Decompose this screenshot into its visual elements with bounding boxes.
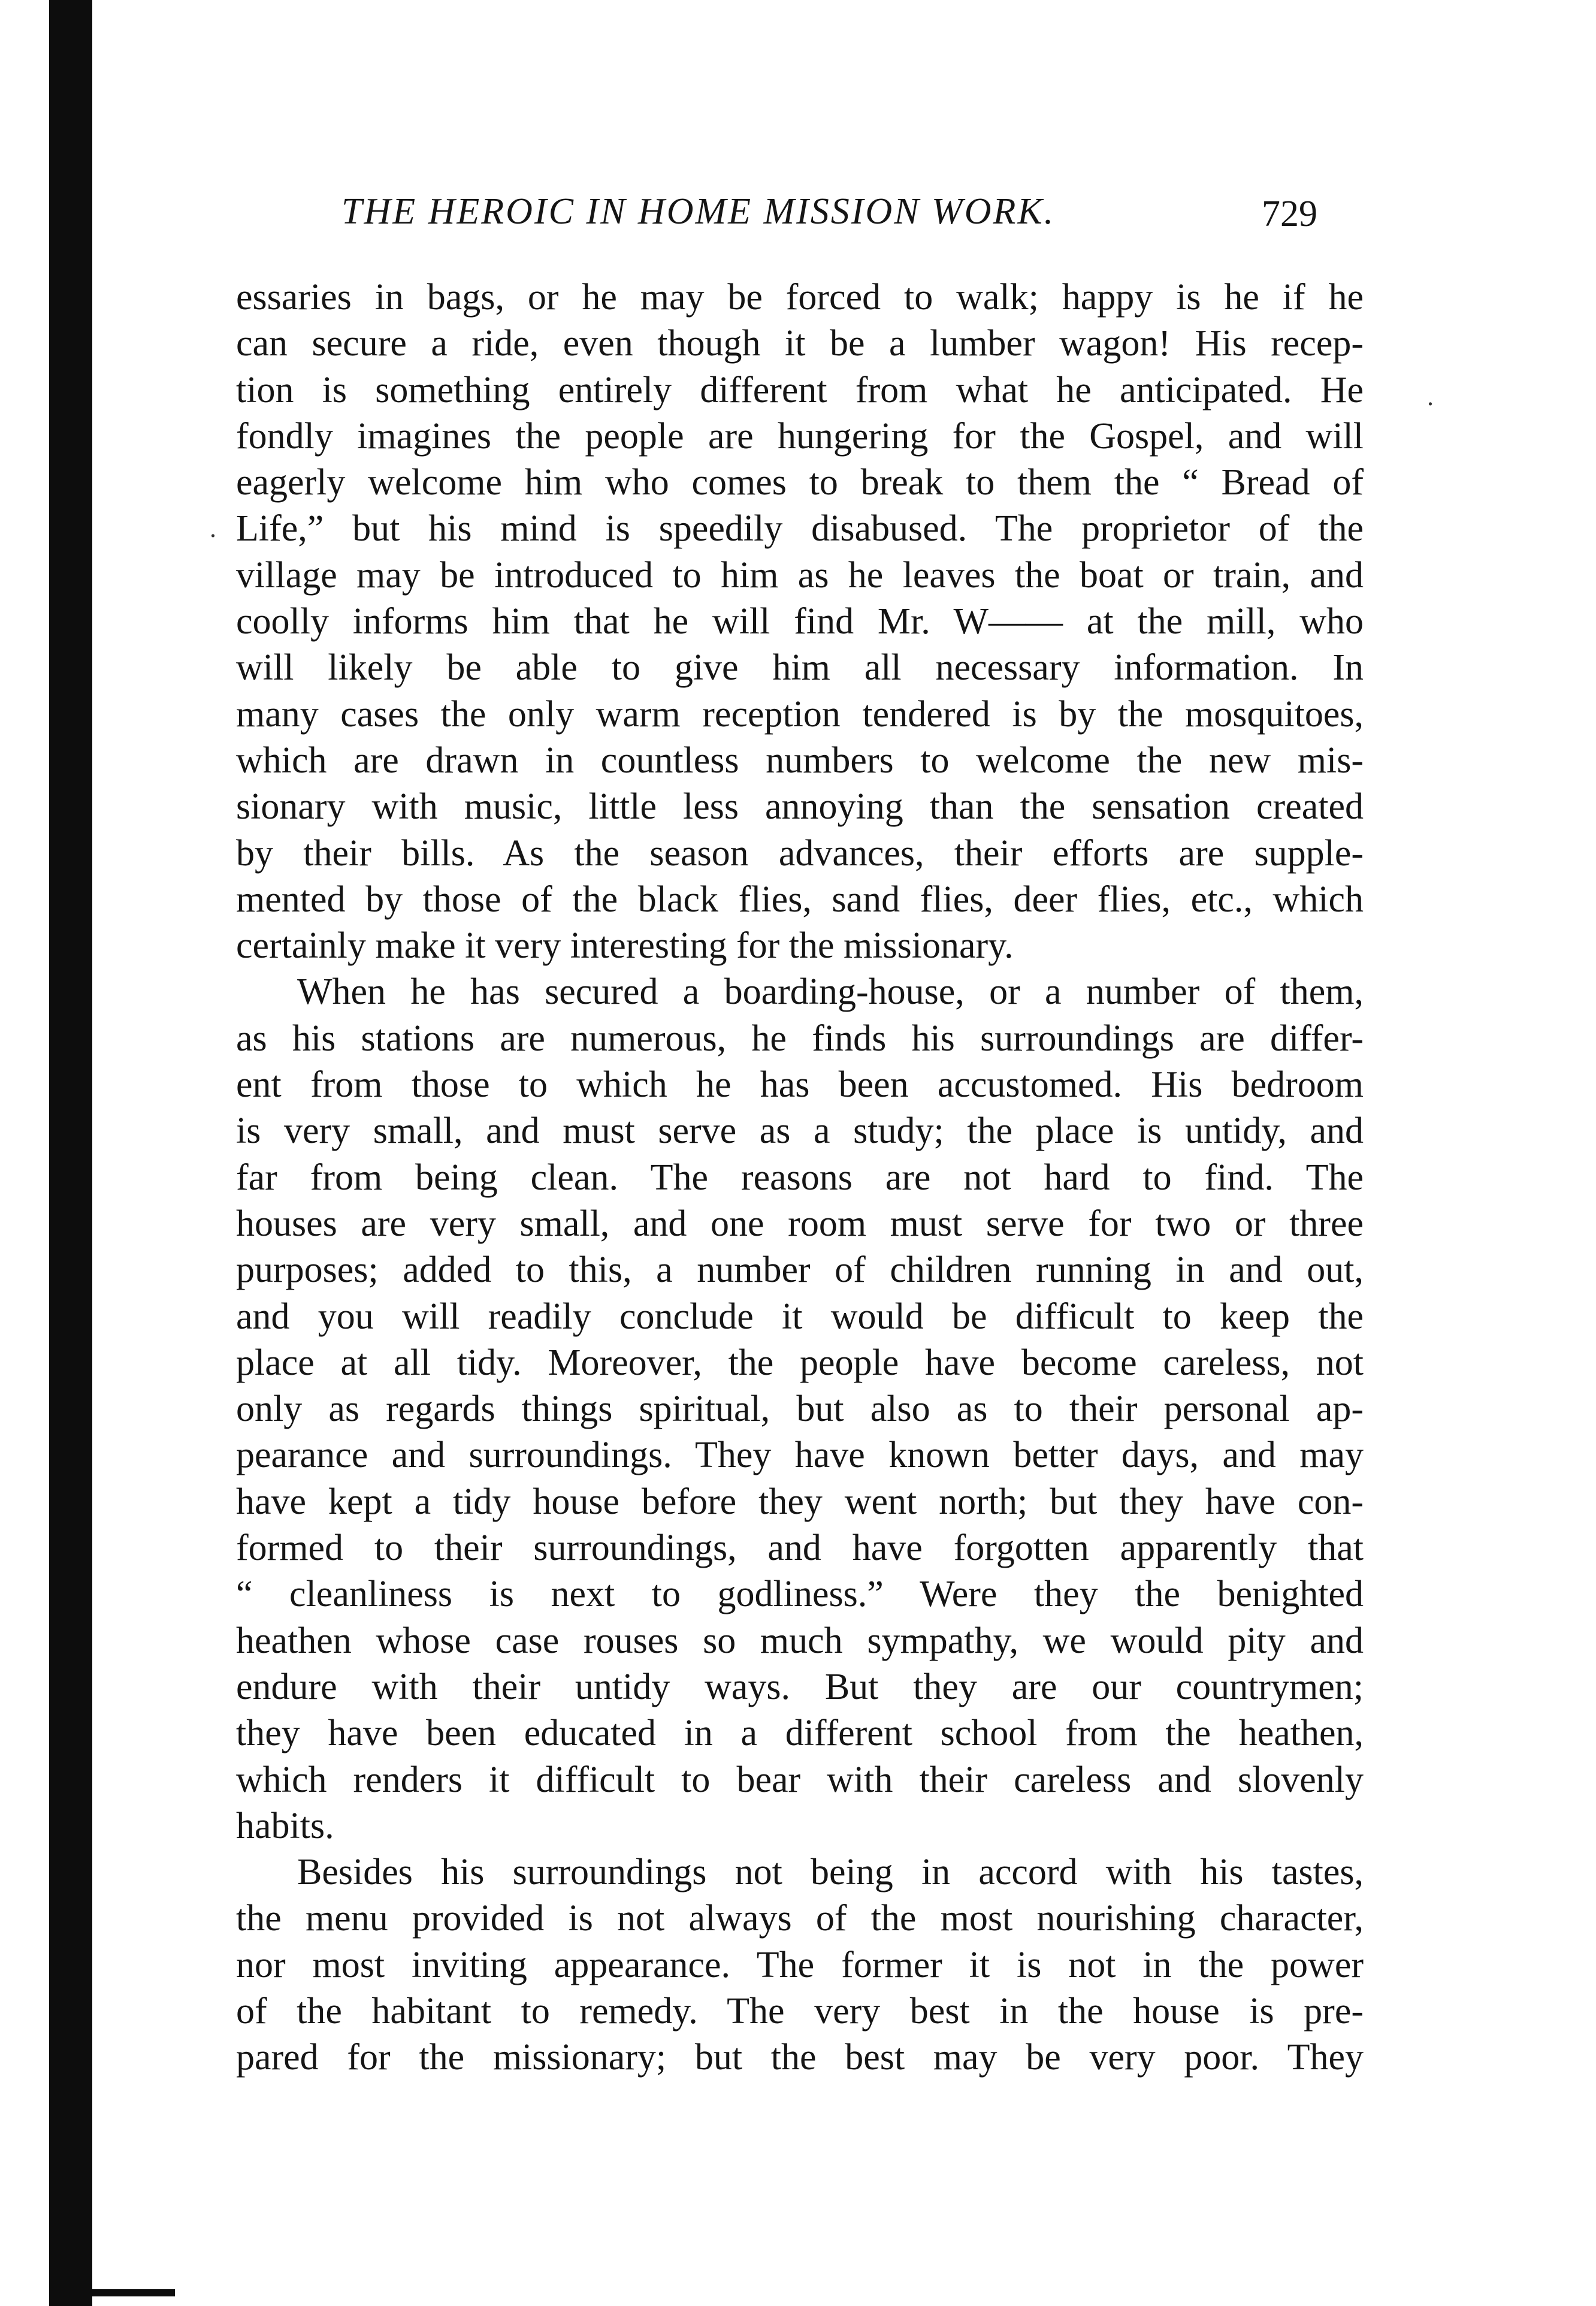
text-line: of the habitant to remedy. The very best in the house is pre-: [236, 1990, 1364, 2032]
text-line: tion is something entirely different from what he anticipated. He: [236, 369, 1364, 411]
text-line: the menu provided is not always of the most nourishing character,: [236, 1898, 1364, 1939]
text-line: pearance and surroundings. They have known better days, and may: [236, 1435, 1364, 1476]
text-line: far from being clean. The reasons are not hard to find. The: [236, 1157, 1364, 1198]
text-line: only as regards things spiritual, but also as to their personal ap-: [236, 1389, 1364, 1430]
binding-edge: [49, 0, 92, 2306]
text-line: pared for the missionary; but the best may be very poor. They: [236, 2037, 1364, 2078]
text-line: Besides his surroundings not being in accord with his tastes,: [297, 1852, 1364, 1893]
text-line: is very small, and must serve as a study; the place is untidy, and: [236, 1110, 1364, 1152]
page-number: 729: [1262, 194, 1317, 234]
text-line: village may be introduced to him as he leaves the boat or train, and: [236, 554, 1364, 596]
text-line: as his stations are numerous, he finds his surroundings are differ-: [236, 1018, 1364, 1059]
text-line: they have been educated in a different school from the heathen,: [236, 1713, 1364, 1754]
text-line: habits.: [236, 1805, 334, 1846]
text-line: When he has secured a boarding-house, or a number of them,: [297, 971, 1364, 1013]
text-line: by their bills. As the season advances, their efforts are supple-: [236, 832, 1364, 874]
text-line: and you will readily conclude it would be difficult to keep the: [236, 1296, 1364, 1337]
text-line: ent from those to which he has been accustomed. His bedroom: [236, 1064, 1364, 1106]
text-line: can secure a ride, even though it be a lumber wagon! His recep-: [236, 323, 1364, 364]
text-line: nor most inviting appearance. The former it is not in the power: [236, 1944, 1364, 1985]
body-text: [236, 274, 1364, 2081]
text-line: fondly imagines the people are hungering for the Gospel, and will: [236, 415, 1364, 457]
text-line: which renders it difficult to bear with their careless and slovenly: [236, 1759, 1364, 1800]
text-line: heathen whose case rouses so much sympathy, we would pity and: [236, 1620, 1364, 1661]
text-line: coolly informs him that he will find Mr. W—— at the mill, who: [236, 601, 1364, 642]
text-line: mented by those of the black flies, sand flies, deer flies, etc., which: [236, 879, 1364, 920]
text-line: Life,” but his mind is speedily disabused. The proprietor of the: [236, 508, 1364, 550]
text-line: which are drawn in countless numbers to welcome the new mis-: [236, 740, 1364, 781]
text-line: certainly make it very interesting for the missionary.: [236, 925, 1014, 967]
text-line: will likely be able to give him all necessary information. In: [236, 647, 1364, 689]
binding-edge-tail: [49, 2289, 175, 2296]
margin-mark: .: [1427, 382, 1434, 411]
text-line: eagerly welcome him who comes to break to them the “ Bread of: [236, 462, 1364, 503]
text-line: “ cleanliness is next to godliness.” Were they the benighted: [236, 1574, 1364, 1615]
text-line: sionary with music, little less annoying than the sensation created: [236, 786, 1364, 828]
text-line: purposes; added to this, a number of children running in and out,: [236, 1249, 1364, 1291]
text-line: essaries in bags, or he may be forced to walk; happy is he if he: [236, 277, 1364, 318]
running-head: THE HEROIC IN HOME MISSION WORK.: [341, 191, 1056, 232]
margin-mark: .: [210, 514, 216, 543]
text-line: place at all tidy. Moreover, the people have become careless, not: [236, 1342, 1364, 1383]
text-line: formed to their surroundings, and have forgotten apparently that: [236, 1528, 1364, 1569]
text-line: many cases the only warm reception tendered is by the mosquitoes,: [236, 693, 1364, 735]
text-line: houses are very small, and one room must serve for two or three: [236, 1203, 1364, 1244]
text-line: endure with their untidy ways. But they are our countrymen;: [236, 1666, 1364, 1707]
text-line: have kept a tidy house before they went north; but they have con-: [236, 1481, 1364, 1522]
